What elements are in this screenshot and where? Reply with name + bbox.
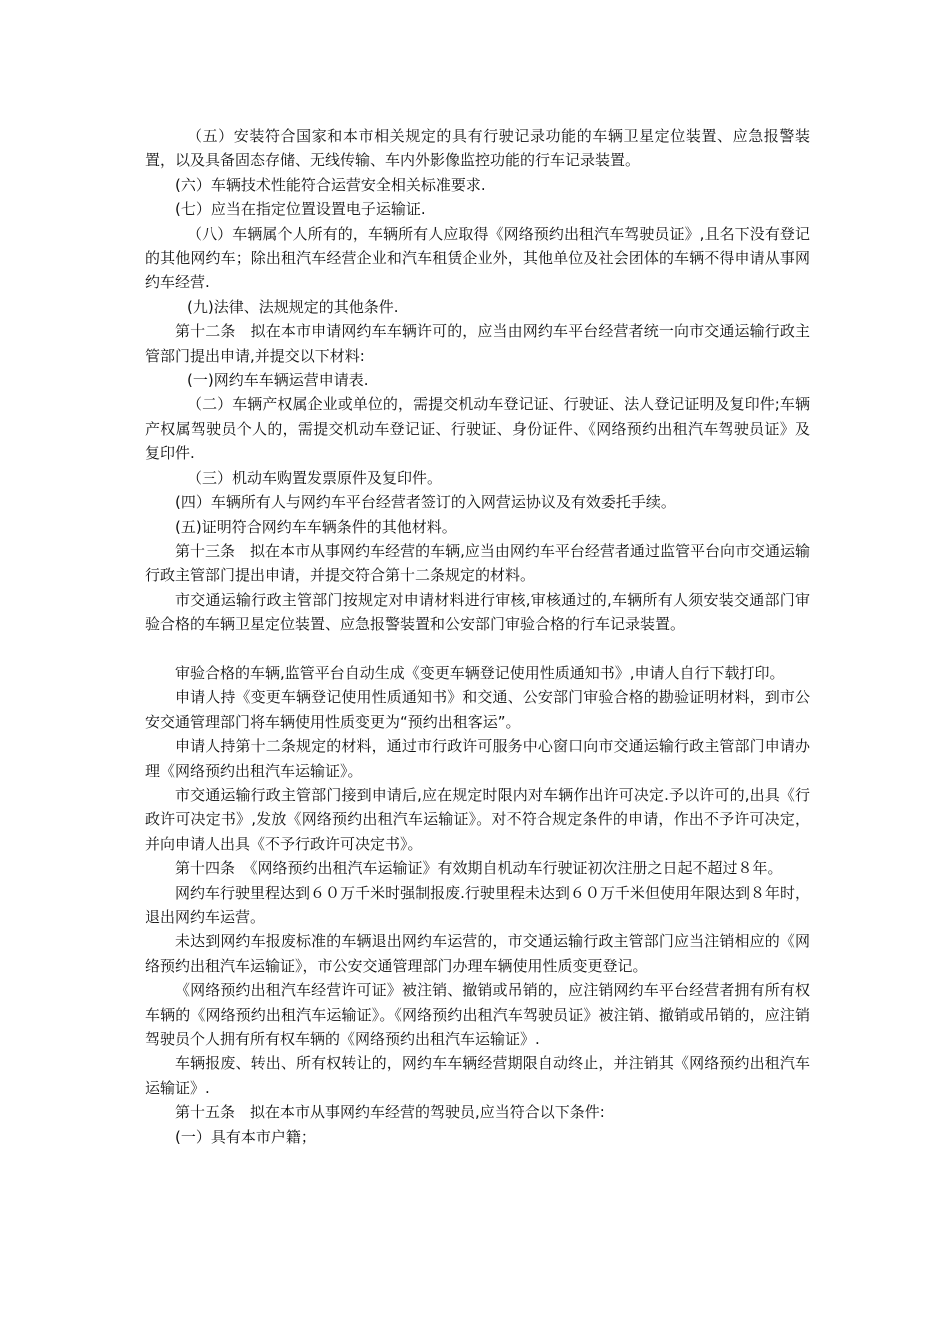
paragraph: 未达到网约车报废标准的车辆退出网约车运营的，市交通运输行政主管部门应当注销相应的《网络预约出租汽车运输证》，市公安交通管理部门办理车辆使用性质变更登记。 bbox=[145, 932, 810, 975]
paragraph: (一)网约车车辆运营申请表. bbox=[187, 371, 369, 390]
paragraph: (四）车辆所有人与网约车平台经营者签订的入网营运协议及有效委托手续。 bbox=[175, 493, 676, 512]
paragraph: (六）车辆技术性能符合运营安全相关标准要求. bbox=[175, 175, 486, 194]
paragraph: （五）安装符合国家和本市相关规定的具有行驶记录功能的车辆卫星定位装置、应急报警装置，以及具备固态存储、无线传输、车内外影像监控功能的行车记录装置。 bbox=[145, 127, 810, 170]
paragraph: (七）应当在指定位置设置电子运输证. bbox=[175, 200, 426, 219]
article-heading-paragraph: 第十五条 拟在本市从事网约车经营的驾驶员,应当符合以下条件: bbox=[175, 1103, 605, 1122]
paragraph: （八）车辆属个人所有的，车辆所有人应取得《网络预约出租汽车驾驶员证》,且名下没有登记的其他网约车；除出租汽车经营企业和汽车租赁企业外，其他单位及社会团体的车辆不得申请从事网约车经营. bbox=[145, 224, 810, 292]
article-heading-paragraph: 第十四条 《网络预约出租汽车运输证》有效期自机动车行驶证初次注册之日起不超过８年。 bbox=[175, 859, 783, 878]
article-heading-paragraph: 第十二条 拟在本市申请网约车车辆许可的，应当由网约车平台经营者统一向市交通运输行政主管部门提出申请,并提交以下材料: bbox=[145, 322, 810, 365]
paragraph: 车辆报废、转出、所有权转让的，网约车车辆经营期限自动终止，并注销其《网络预约出租汽车运输证》. bbox=[145, 1054, 810, 1097]
paragraph: （三）机动车购置发票原件及复印件。 bbox=[187, 468, 443, 487]
paragraph: 市交通运输行政主管部门按规定对申请材料进行审核,审核通过的,车辆所有人须安装交通部门审验合格的车辆卫星定位装置、应急报警装置和公安部门审验合格的行车记录装置。 bbox=[145, 590, 810, 634]
paragraph: （二）车辆产权属企业或单位的，需提交机动车登记证、行驶证、法人登记证明及复印件;车辆产权属驾驶员个人的，需提交机动车登记证、行驶证、身份证件、《网络预约出租汽车驾驶员证》及复印件. bbox=[145, 395, 810, 463]
paragraph: (一）具有本市户籍； bbox=[175, 1127, 316, 1146]
paragraph: (五)证明符合网约车车辆条件的其他材料。 bbox=[175, 517, 457, 536]
paragraph: 申请人持第十二条规定的材料，通过市行政许可服务中心窗口向市交通运输行政主管部门申请办理《网络预约出租汽车运输证》。 bbox=[145, 737, 810, 780]
paragraph: (九)法律、法规规定的其他条件. bbox=[187, 297, 399, 316]
paragraph: 审验合格的车辆,监管平台自动生成《变更车辆登记使用性质通知书》,申请人自行下载打印。 bbox=[175, 663, 785, 682]
document-page bbox=[145, 124, 810, 1149]
paragraph: 网约车行驶里程达到６０万千米时强制报废.行驶里程未达到６０万千米但使用年限达到８年时，退出网约车运营。 bbox=[145, 883, 810, 926]
paragraph: 《网络预约出租汽车经营许可证》被注销、撤销或吊销的，应注销网约车平台经营者拥有所有权车辆的《网络预约出租汽车运输证》。《网络预约出租汽车驾驶员证》被注销、撤销或吊销的，应注销驾驶员个人拥有所有权车辆的《网络预约出租汽车运输证》. bbox=[145, 981, 810, 1049]
paragraph: 市交通运输行政主管部门接到申请后,应在规定时限内对车辆作出许可决定.予以许可的,出具《行政许可决定书》,发放《网络预约出租汽车运输证》。对不符合规定条件的申请，作出不予许可决定，并向申请人出具《不予行政许可决定书》。 bbox=[145, 785, 810, 853]
paragraph: 申请人持《变更车辆登记使用性质通知书》和交通、公安部门审验合格的勘验证明材料，到市公安交通管理部门将车辆使用性质变更为“预约出租客运”。 bbox=[145, 688, 810, 731]
article-heading-paragraph: 第十三条 拟在本市从事网约车经营的车辆,应当由网约车平台经营者通过监管平台向市交通运输行政主管部门提出申请，并提交符合第十二条规定的材料。 bbox=[145, 541, 810, 585]
